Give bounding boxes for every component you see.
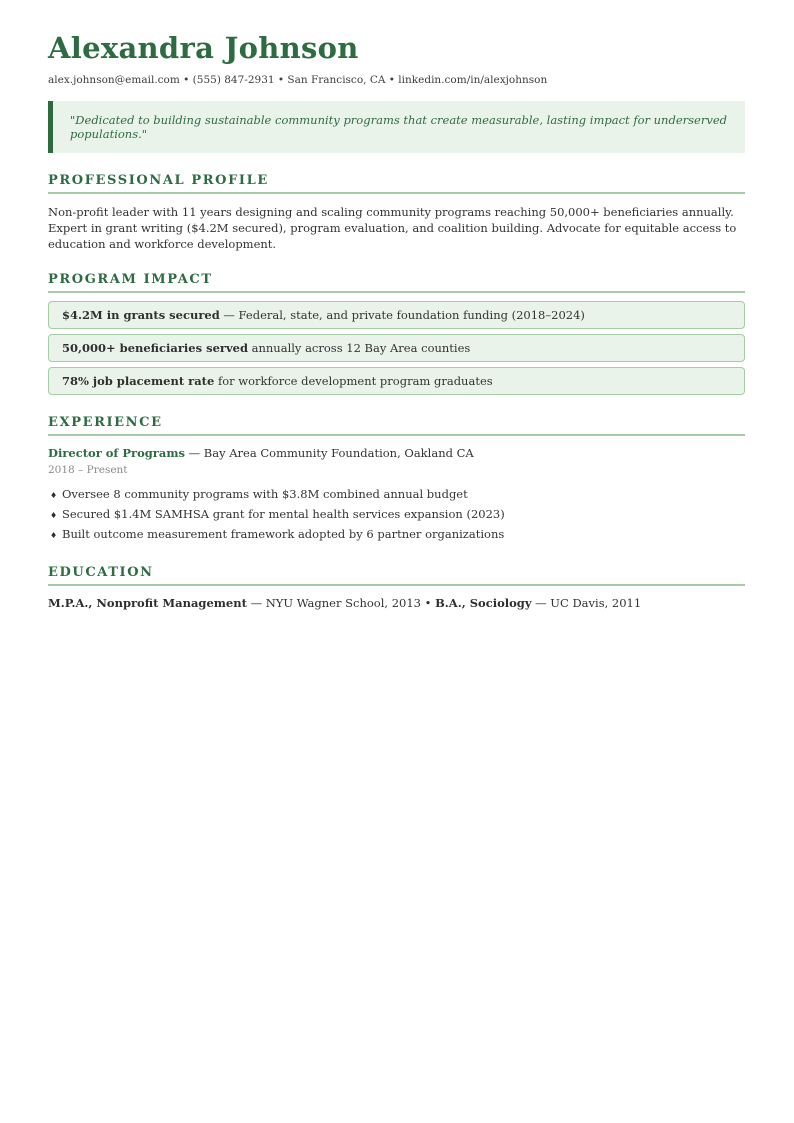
- experience-bullet-item: [48, 485, 745, 505]
- profile-summary-text: Non-profit leader with 11 years designing and scaling community programs reaching 50,000+ beneficiaries annually. Expert in grant writing ($4.2M secured), program evaluation, and coalition building. Advocate for equitable access to education and workforce development.: [48, 205, 737, 251]
- experience-bullet-item: [48, 525, 745, 545]
- section-heading-program-impact: PROGRAM IMPACT: [48, 272, 745, 293]
- impact-item-grants-highlight: $4.2M in grants secured: [62, 308, 220, 322]
- quote-callout: [48, 101, 745, 153]
- impact-list: [48, 301, 745, 395]
- experience-bullet-list: [48, 485, 745, 545]
- diamond-bullet-icon: ♦: [50, 511, 58, 520]
- section-heading-education: EDUCATION: [48, 565, 745, 586]
- education-degree-ba-detail: — UC Davis, 2011: [531, 596, 642, 610]
- impact-item-placement: [48, 367, 745, 395]
- impact-item-placement-highlight: 78% job placement rate: [62, 374, 215, 388]
- education-degree-mpa-detail: — NYU Wagner School, 2013 •: [246, 596, 436, 610]
- impact-item-beneficiaries-detail: annually across 12 Bay Area counties: [247, 341, 471, 355]
- experience-bullet-text: Oversee 8 community programs with $3.8M combined annual budget: [62, 487, 468, 501]
- job-date-range: 2018 – Present: [48, 464, 128, 476]
- experience-bullet-text: Secured $1.4M SAMHSA grant for mental health services expansion (2023): [62, 507, 505, 521]
- diamond-bullet-icon: ♦: [50, 531, 58, 540]
- section-heading-professional-profile: PROFESSIONAL PROFILE: [48, 173, 745, 194]
- experience-bullet-item: [48, 505, 745, 525]
- experience-bullet-text: Built outcome measurement framework adopted by 6 partner organizations: [62, 527, 505, 541]
- impact-item-placement-detail: for workforce development program graduates: [214, 374, 493, 388]
- impact-item-grants: [48, 301, 745, 329]
- section-heading-experience: EXPERIENCE: [48, 415, 745, 436]
- quote-text: "Dedicated to building sustainable community programs that create measurable, lasting impact for underserved populations.": [70, 113, 727, 141]
- diamond-bullet-icon: ♦: [50, 491, 58, 500]
- impact-item-grants-detail: — Federal, state, and private foundation funding (2018–2024): [219, 308, 585, 322]
- person-name: Alexandra Johnson: [48, 31, 359, 65]
- job-title: Director of Programs: [48, 446, 185, 460]
- job-company: — Bay Area Community Foundation, Oakland CA: [184, 446, 474, 460]
- job-title-line: [48, 446, 745, 460]
- education-degree-mpa: M.P.A., Nonprofit Management: [48, 596, 247, 610]
- impact-item-beneficiaries-highlight: 50,000+ beneficiaries served: [62, 341, 248, 355]
- contact-line: alex.johnson@email.com • (555) 847-2931 • San Francisco, CA • linkedin.com/in/alexjohnson: [48, 74, 548, 86]
- education-degree-ba: B.A., Sociology: [435, 596, 532, 610]
- impact-item-beneficiaries: [48, 334, 745, 362]
- education-line: [48, 596, 745, 610]
